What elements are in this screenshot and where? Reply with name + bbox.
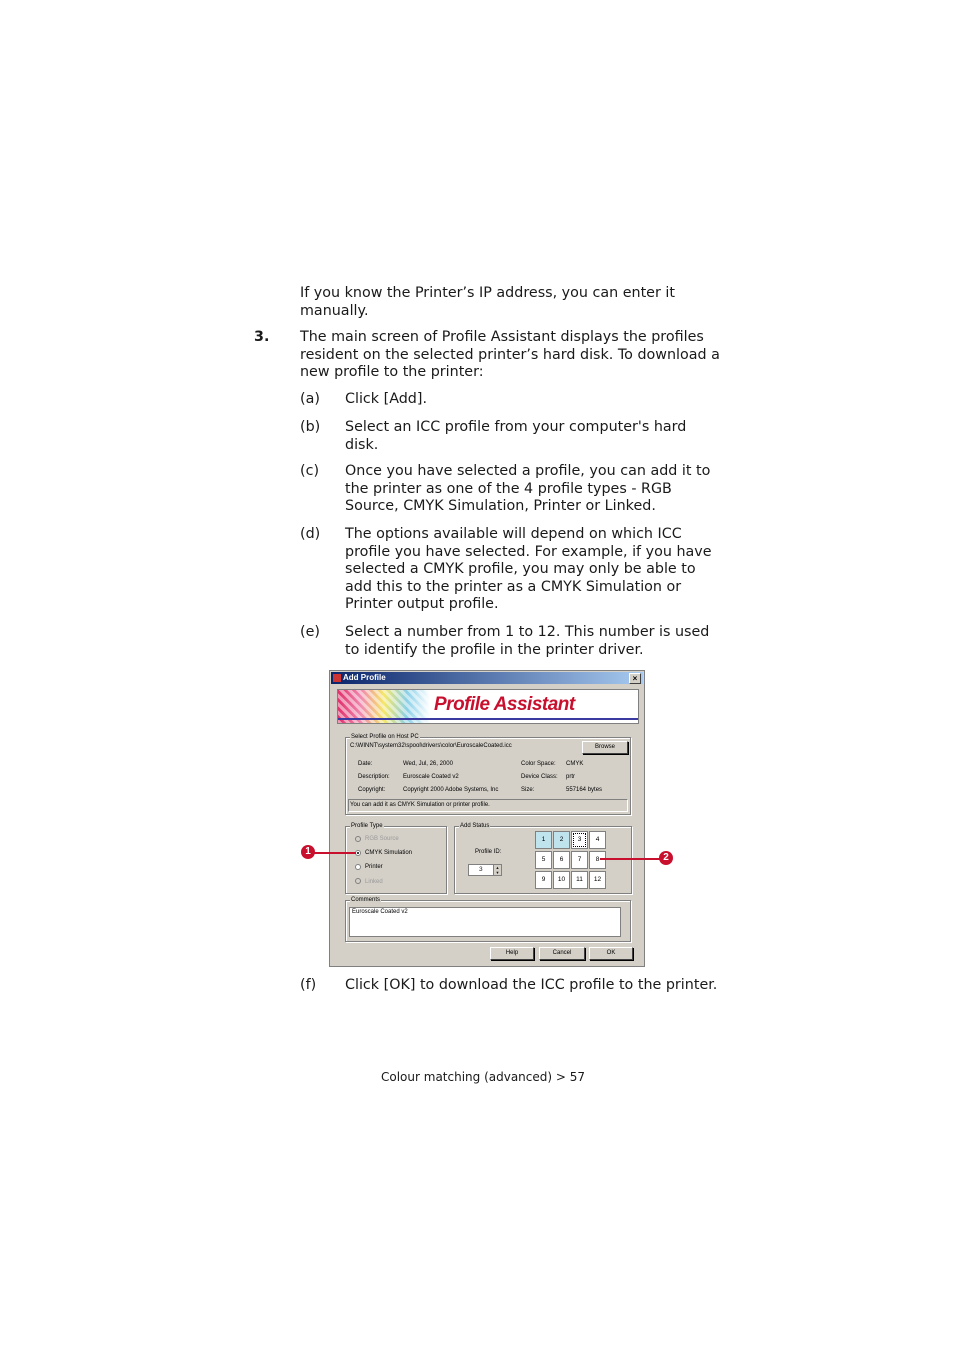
substep-c-text: Once you have selected a profile, you can add it to the printer as one of the 4 profile types - RGB Source, CMYK Simulation, Printer or Linked. — [345, 463, 711, 514]
size-label: Size: — [521, 787, 535, 793]
substep-f-text: Click [OK] to download the ICC profile to the printer. — [345, 977, 718, 993]
deviceclass-label: Device Class: — [521, 774, 558, 780]
size-value: 557164 bytes — [566, 787, 603, 793]
description-value: Euroscale Coated v2 — [403, 774, 459, 780]
substep-e-label: (e) — [300, 624, 320, 640]
substep-b-text: Select an ICC profile from your computer's hard disk. — [345, 419, 687, 453]
date-label: Date: — [358, 761, 373, 767]
profile-slot-5[interactable]: 5 — [535, 851, 552, 869]
cmyk-simulation-label: CMYK Simulation — [365, 850, 413, 856]
substep-c-label: (c) — [300, 463, 320, 479]
substep-d-label: (d) — [300, 526, 321, 542]
profile-slot-1[interactable]: 1 — [535, 831, 552, 849]
colorspace-value: CMYK — [566, 761, 584, 767]
colorspace-label: Color Space: — [521, 761, 556, 767]
printer-radio[interactable] — [355, 864, 361, 870]
copyright-value: Copyright 2000 Adobe Systems, Inc — [403, 787, 499, 793]
select-profile-group — [345, 734, 631, 815]
profile-slot-9[interactable]: 9 — [535, 871, 552, 889]
callout-2-marker: 2 — [659, 851, 673, 865]
comments-label: Comments — [351, 897, 381, 903]
profile-slot-3[interactable]: 3 — [571, 831, 588, 849]
profile-slot-grid — [535, 831, 607, 889]
profile-assistant-banner — [337, 689, 639, 724]
printer-label: Printer — [365, 864, 383, 870]
substep-a-text: Click [Add]. — [345, 391, 427, 407]
spinner-arrows-icon[interactable]: ▲ ▼ — [493, 865, 501, 875]
rgb-source-label: RGB Source — [365, 836, 399, 842]
profile-slot-12[interactable]: 12 — [589, 871, 606, 889]
date-value: Wed, Jul, 26, 2000 — [403, 761, 453, 767]
profile-slot-10[interactable]: 10 — [553, 871, 570, 889]
profile-slot-4[interactable]: 4 — [589, 831, 606, 849]
callout-1-marker: 1 — [301, 845, 315, 859]
intro-paragraph: If you know the Printer’s IP address, you can enter it manually. — [300, 285, 675, 319]
substep-a-label: (a) — [300, 391, 320, 407]
description-label: Description: — [358, 774, 390, 780]
profile-path: C:\WINNT\system32\spool\drivers\color\EuroscaleCoated.icc — [350, 743, 512, 749]
rgb-source-radio[interactable] — [355, 836, 361, 842]
copyright-label: Copyright: — [358, 787, 386, 793]
page-footer: Colour matching (advanced) > 57 — [381, 1070, 586, 1084]
status-message: You can add it as CMYK Simulation or printer profile. — [350, 802, 490, 808]
callout-1-line — [314, 852, 356, 854]
profile-slot-7[interactable]: 7 — [571, 851, 588, 869]
profile-type-label: Profile Type — [351, 823, 383, 829]
add-status-label: Add Status — [460, 823, 490, 829]
comments-field[interactable]: Euroscale Coated v2 — [349, 907, 621, 937]
profile-slot-2[interactable]: 2 — [553, 831, 570, 849]
browse-button[interactable]: Browse — [582, 741, 628, 754]
ok-button[interactable]: OK — [589, 947, 633, 960]
substep-b-label: (b) — [300, 419, 321, 435]
callout-2-line — [600, 858, 660, 860]
banner-underline — [338, 718, 638, 720]
add-profile-dialog — [329, 670, 645, 967]
substep-d-text: The options available will depend on which ICC profile you have selected. For example, if you have selected a CMYK profile, you may only be able to add this to the printer as a CMYK Simulation or Printer output profile. — [345, 526, 712, 612]
substep-e-text: Select a number from 1 to 12. This number is used to identify the profile in the printer driver. — [345, 624, 710, 658]
select-profile-label: Select Profile on Host PC — [351, 734, 419, 740]
help-button[interactable]: Help — [490, 947, 534, 960]
profile-slot-11[interactable]: 11 — [571, 871, 588, 889]
profile-id-spinner[interactable] — [468, 864, 502, 876]
step-text: The main screen of Profile Assistant displays the profiles resident on the selected printer’s hard disk. To download a new profile to the printer: — [300, 329, 720, 380]
linked-radio[interactable] — [355, 878, 361, 884]
close-button[interactable]: × — [629, 673, 641, 684]
substep-f-label: (f) — [300, 977, 317, 993]
dialog-titlebar — [331, 672, 643, 684]
banner-title: Profile Assistant — [434, 694, 575, 715]
profile-slot-6[interactable]: 6 — [553, 851, 570, 869]
step-number: 3. — [254, 329, 270, 345]
profile-id-label: Profile ID: — [475, 849, 502, 855]
dialog-title: Add Profile — [343, 673, 386, 682]
deviceclass-value: prtr — [566, 774, 575, 780]
linked-label: Linked — [365, 879, 383, 885]
status-message-box — [348, 799, 628, 812]
cancel-button[interactable]: Cancel — [539, 947, 585, 960]
profile-id-value: 3 — [479, 866, 483, 873]
app-icon — [333, 674, 341, 682]
profile-type-group — [345, 823, 447, 894]
profile-slot-8[interactable]: 8 — [589, 851, 606, 869]
